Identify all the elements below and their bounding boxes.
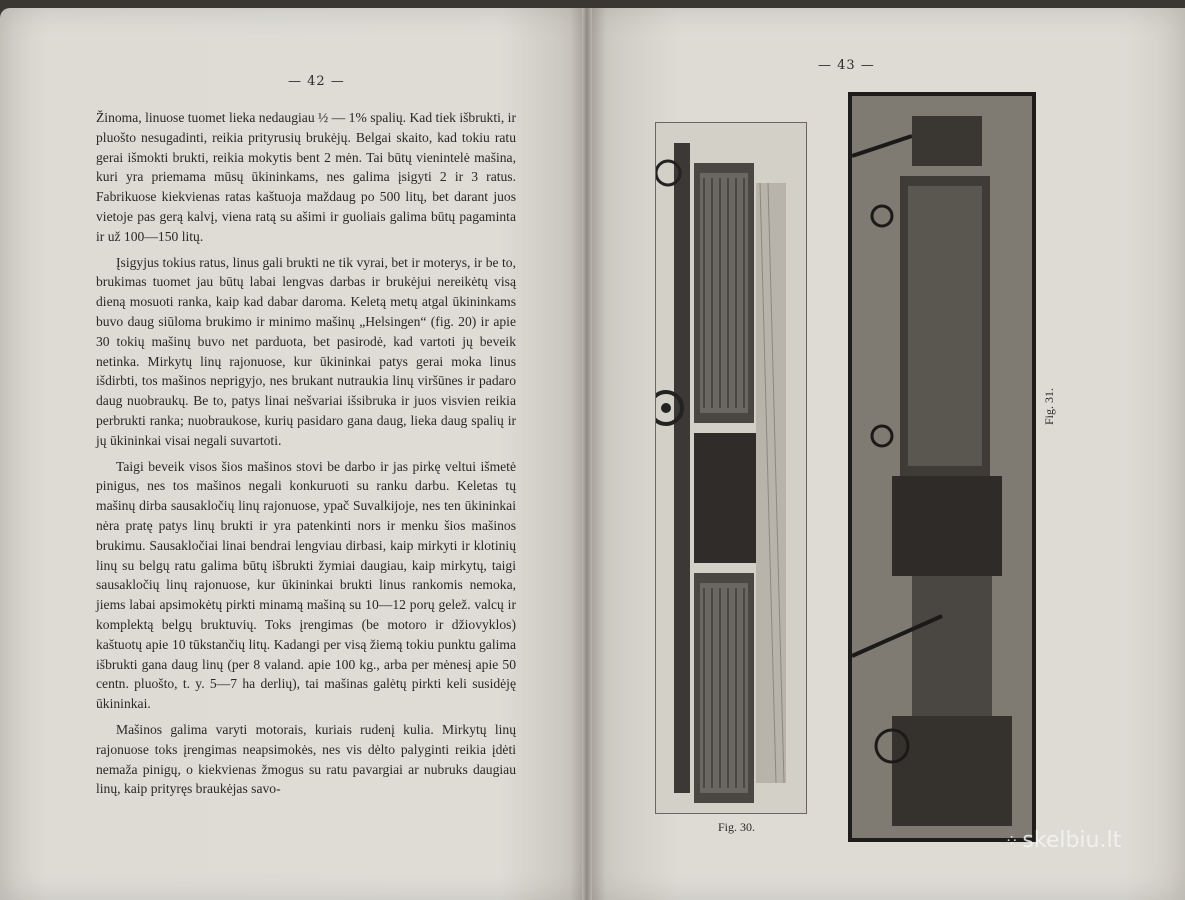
site-watermark	[1005, 828, 1121, 853]
left-page-body	[96, 108, 516, 805]
watermark-text: skelbiu.lt	[1022, 828, 1122, 853]
figure-31-caption: Fig. 31.	[1042, 387, 1056, 425]
figure-30-caption: Fig. 30.	[718, 820, 756, 834]
paragraph-2: Įsigyjus tokius ratus, linus gali brukti ne tik vyrai, bet ir moterys, ir be to, brukimas tuomet jau būtų labai lengvas darbas ir brukėjui nereikėtų visą dieną mosuoti ranka, kaip kad dabar daroma. Keletą metų atgal ūkininkams buvo daug siūloma brukimo ir minimo mašinų „Helsingen“ (fig. 20) ir apie 30 tokių mašinų buvo net parduota, bet pasirodė, kad vartoti jų beveik netinka. Mirkytų linų rajonuose, kur ūkininkai patys gerai moka linus išdirbti, tos mašinos neprigyjo, nes brukant nutraukia linų viršūnes ir padaro daug nuobraukų. Be to, patys linai nešvariai išsibruka ir juos visvien reikia perbrukti ranka; nuobraukose, kurių pasidaro gana daug, lieka daug spalių ir jų ūkininkai visai negali suvartoti.	[96, 254, 516, 448]
page-number-left: — 42 —	[288, 74, 345, 89]
book-gutter	[582, 8, 592, 900]
figure-31-machine-photo	[848, 92, 1036, 842]
machine-photo-icon	[852, 96, 1032, 838]
dots-logo-icon: ⁘	[1005, 831, 1017, 850]
paragraph-3: Taigi beveik visos šios mašinos stovi be darbo ir jas pirkę veltui išmetė pinigus, nes tos mašinos negali konkuruoti su ranku darbu. Keletas tų mašinų dirba sausakločių linų rajonuose, ypač Suvalkijoje, nes ten ūkininkai nėra pratę patys linų brukti ir yra patenkinti nors ir menku šios mašinos brukimu. Sausakločiai linai bendrai lengviau dirbasi, kaip mirkyti ir klotinių linų su belgų ratu galima būtų išbrukti žymiai daugiau, kaip mirkytų, taigi sausakločių linų rajonuose, kur ūkininkai brukti linus rankomis nemoka, jiems labai apsimokėtų pirkti minamą mašiną su 10—12 porų gelež. valcų ir komplektą belgų bruktuvių. Toks įrengimas (be motoro ir džiovyklos) kaštuotų apie 10 tūkstančių litų. Kadangi per visą žiemą tokiu punktu galima išbrukti gana daug linų (per 8 valand. apie 100 kg., arba per mėnesį apie 50 centn. pluošto, t. y. 5—7 ha derlių), tai mašinas galėtų pirkti keli susidėję ūkininkai.	[96, 458, 516, 712]
machine-drawing-icon	[656, 123, 806, 813]
paragraph-1: Žinoma, linuose tuomet lieka nedaugiau ½ — 1% spalių. Kad tiek išbrukti, ir pluošto nesugadinti, reikia prityrusių brukėjų. Belgai skaito, kad tokiu ratu gerai išmokti brukti, reikia mokytis bent 2 mėn. Tai būtų vienintelė mašina, kuri yra priemama mūsų ūkininkams, nes galima įsigyti 2 ir 3 ratus. Fabrikuose kiekvienas ratas kaštuoja maždaug po 500 litų, bet darant juos vietoje pas gerą kalvį, viena ratą su ašimi ir guoliais galima būtų pagaminta ir už 100—150 litų.	[96, 110, 516, 244]
figure-30-machine-engraving	[655, 122, 807, 814]
page-number-right: — 43 —	[818, 58, 875, 73]
paragraph-4: Mašinos galima varyti motorais, kuriais rudenį kulia. Mirkytų linų rajonuose toks įrengimas neapsimokės, nes vis dėlto palyginti reikia įdėti nemaža pinigų, o kiekvienas žmogus su ratu pavargiai ar nubruks daugiau linų, kaip prityręs braukėjas savo-	[96, 721, 516, 797]
